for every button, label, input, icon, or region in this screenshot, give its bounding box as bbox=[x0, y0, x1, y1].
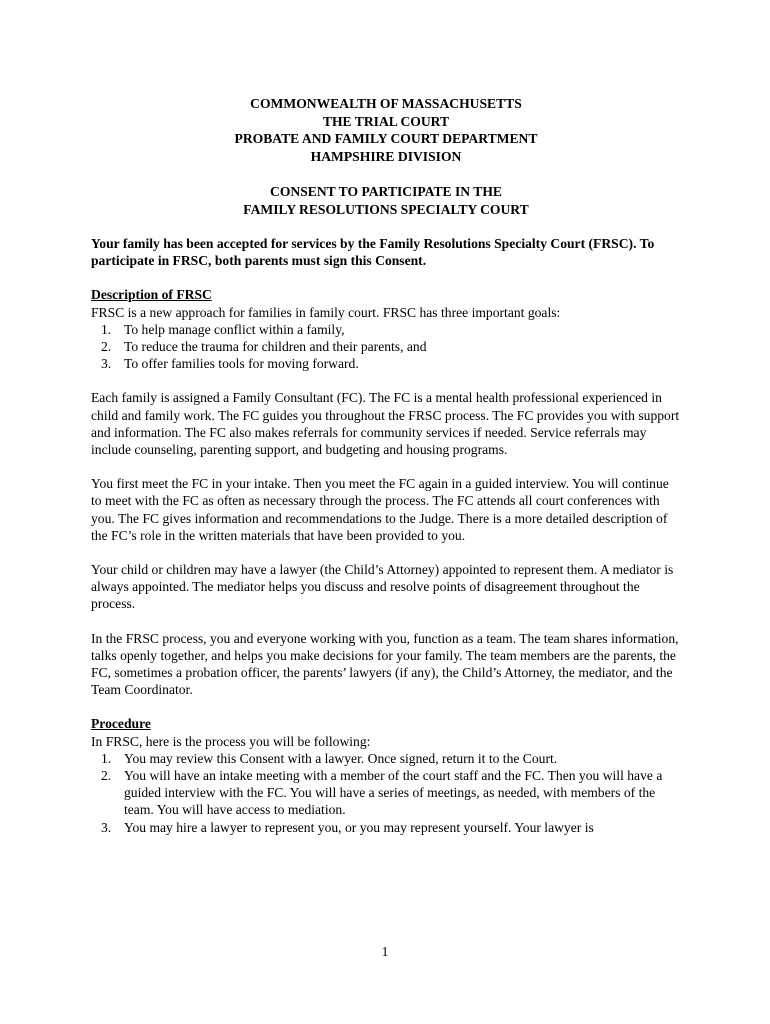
list-text: You may review this Consent with a lawyer. Once signed, return it to the Court. bbox=[124, 750, 558, 766]
section-heading-procedure: Procedure bbox=[91, 716, 151, 732]
list-item bbox=[91, 338, 681, 355]
header-line: COMMONWEALTH OF MASSACHUSETTS bbox=[250, 96, 522, 111]
goals-list bbox=[91, 321, 681, 373]
title-line: CONSENT TO PARTICIPATE IN THE bbox=[270, 184, 502, 199]
list-item bbox=[91, 767, 681, 819]
list-item bbox=[91, 321, 681, 338]
list-number: 1. bbox=[101, 750, 112, 766]
procedure-section bbox=[91, 715, 681, 835]
description-section bbox=[91, 286, 681, 698]
procedure-steps bbox=[91, 750, 681, 836]
header-line: PROBATE AND FAMILY COURT DEPARTMENT bbox=[234, 131, 538, 146]
paragraph-team: In the FRSC process, you and everyone working with you, function as a team. The team shares information, talks openly together, and helps you make decisions for your family. The team members are the parents, the FC, sometimes a probation officer, the parents’ lawyers (if any), the Child’s Attorney, the mediator, and the Team Coordinator. bbox=[91, 630, 679, 698]
description-lead: FRSC is a new approach for families in family court. FRSC has three important goals: bbox=[91, 304, 561, 320]
court-header bbox=[91, 95, 681, 218]
page-number: 1 bbox=[381, 944, 389, 959]
paragraph-family-consultant: Each family is assigned a Family Consultant (FC). The FC is a mental health professional experienced in child and family work. The FC guides you throughout the FRSC process. The FC provides you with support and information. The FC also makes referrals for community services if needed. Service referrals may include counseling, parenting support, and budgeting and housing programs. bbox=[91, 390, 680, 458]
list-number: 3. bbox=[101, 356, 112, 372]
list-text: You may hire a lawyer to represent you, or you may represent yourself. Your lawyer is bbox=[124, 819, 594, 835]
list-number: 1. bbox=[101, 321, 112, 337]
section-heading-description: Description of FRSC bbox=[91, 287, 212, 303]
list-number: 2. bbox=[101, 339, 112, 355]
list-item bbox=[91, 355, 681, 372]
list-text: To help manage conflict within a family, bbox=[124, 321, 345, 337]
list-text: To offer families tools for moving forward. bbox=[124, 356, 359, 372]
header-line: THE TRIAL COURT bbox=[322, 113, 450, 129]
paragraph-childs-attorney: Your child or children may have a lawyer (the Child’s Attorney) appointed to represent them. A mediator is always appointed. The mediator helps you discuss and resolve points of disagreement throughout the process. bbox=[91, 562, 674, 612]
paragraph-intake: You first meet the FC in your intake. Then you meet the FC again in a guided interview. You will continue to meet with the FC as often as necessary through the process. The FC attends all court conferences with you. The FC gives information and recommendations to the Judge. There is a more detailed description of the FC’s role in the written materials that have been provided to you. bbox=[91, 476, 669, 543]
list-number: 3. bbox=[101, 819, 112, 835]
list-item bbox=[91, 819, 681, 836]
list-item bbox=[91, 750, 681, 767]
list-text: To reduce the trauma for children and their parents, and bbox=[124, 339, 427, 355]
procedure-lead: In FRSC, here is the process you will be following: bbox=[91, 733, 371, 749]
list-number: 2. bbox=[101, 768, 112, 784]
intro-statement: Your family has been accepted for services by the Family Resolutions Specialty Court (FRSC). To participate in FRSC, both parents must sign this Consent. bbox=[91, 236, 655, 269]
list-text: You will have an intake meeting with a member of the court staff and the FC. Then you will have a guided interview with the FC. You will have a series of meetings, as needed, with members of the team. You will have access to mediation. bbox=[124, 768, 663, 818]
title-line: FAMILY RESOLUTIONS SPECIALTY COURT bbox=[243, 201, 529, 217]
header-line: HAMPSHIRE DIVISION bbox=[310, 148, 462, 164]
consent-title bbox=[91, 183, 681, 218]
document-body bbox=[91, 95, 681, 836]
